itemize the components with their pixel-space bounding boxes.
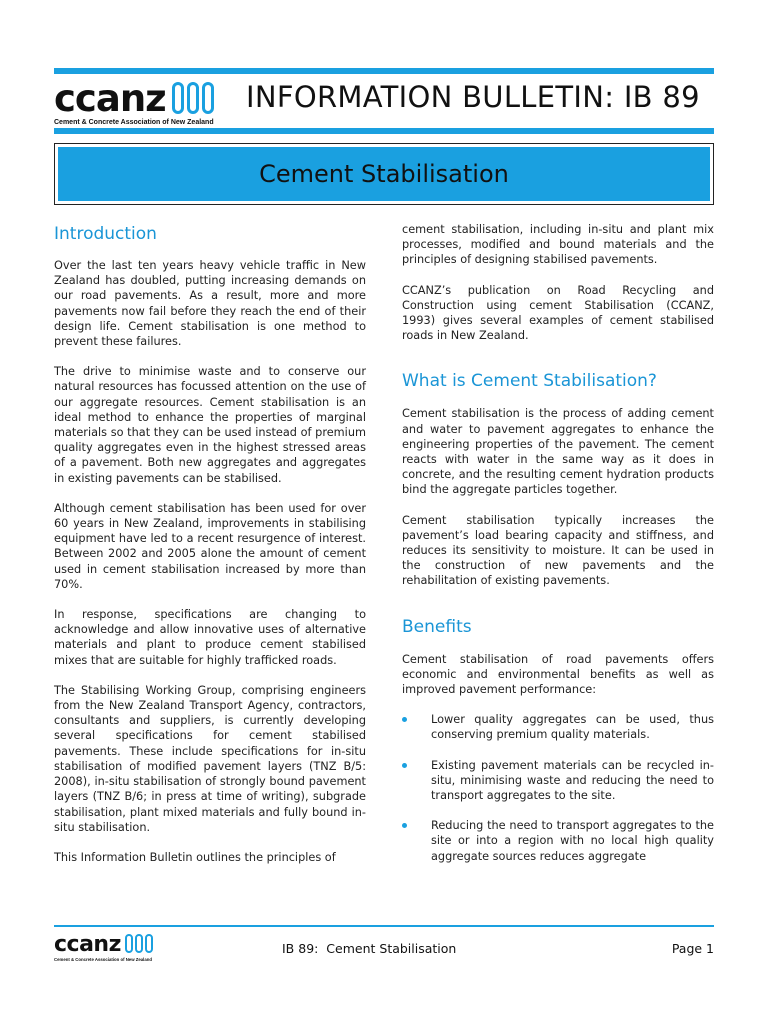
list-item-text: Reducing the need to transport aggregates to the site or into a region with no local high quality aggregate sources reduces aggregate (431, 819, 714, 863)
bullet-icon (402, 763, 407, 768)
footer-logo-bars-icon (125, 934, 153, 953)
paragraph: Although cement stabilisation has been used for over 60 years in New Zealand, improvements in stabilising equipment have led to a recent resurgence of interest. Between 2002 and 2005 alone the amount of cement used in cement stabilisation increased by more than 70%. (54, 501, 366, 591)
list-item-text: Lower quality aggregates can be used, thus conserving premium quality materials. (431, 713, 714, 742)
paragraph: Cement stabilisation of road pavements offers economic and environmental benefits as well as improved pavement performance: (402, 652, 714, 697)
paragraph: cement stabilisation, including in-situ and plant mix processes, modified and bound materials and the principles of designing stabilised pavements. (402, 223, 714, 267)
list-item (402, 818, 714, 864)
bullet-icon (402, 823, 407, 828)
left-column (54, 220, 366, 865)
paragraph: In response, specifications are changing to acknowledge and allow innovative uses of alternative materials and plant to produce cement stabilised mixes that are suitable for highly trafficked roads. (54, 608, 366, 667)
right-column (402, 222, 714, 864)
list-item (402, 758, 714, 804)
footer-title: IB 89: Cement Stabilisation (282, 941, 457, 956)
footer-logo-wordmark: ccanz (54, 932, 121, 957)
heading-benefits: Benefits (402, 616, 472, 637)
page-number: Page 1 (671, 941, 714, 956)
paragraph: Over the last ten years heavy vehicle traffic in New Zealand has doubled, putting increasing demands on our road pavements. As a result, more and more pavements now fail before they reach the end of their design life. Cement stabilisation is one method to prevent these failures. (54, 259, 366, 349)
header-top-rule (54, 68, 714, 74)
logo-tagline: Cement & Concrete Association of New Zealand (54, 119, 214, 126)
footer-ccanz-logo (54, 934, 153, 962)
paragraph: CCANZ’s publication on Road Recycling and Construction using cement Stabilisation (CCANZ, 1993) gives several examples of cement stabilised roads in New Zealand. (402, 283, 714, 343)
paragraph: The Stabilising Working Group, comprising engineers from the New Zealand Transport Agency, contractors, consultants and suppliers, is currently developing several specifications for cement stabilised pavements. These include specifications for in-situ stabilisation of modified pavement layers (TNZ B/5: 2008), in-situ stabilisation of strongly bound pavement layers (TNZ B/6; in press at time of writing), subgrade stabilisation, plant mixed materials and fully bound in-situ stabilisation. (54, 683, 366, 834)
title-banner (54, 143, 714, 205)
paragraph: The drive to minimise waste and to conserve our natural resources has focussed attention on the use of our aggregate resources. Cement stabilisation is an ideal method to enhance the properties of marginal materials so that they can be used instead of premium quality aggregates even in the highest stressed areas of a pavement. Both new aggregates and aggregates in existing pavements can be stabilised. (54, 365, 366, 485)
banner-title: Cement Stabilisation (58, 147, 710, 201)
header-bottom-rule (54, 128, 714, 134)
paragraph: Cement stabilisation typically increases the pavement’s load bearing capacity and stiffness, and reduces its sensitivity to moisture. It can be used in the construction of new pavements and the rehabilitation of existing pavements. (402, 513, 714, 588)
ccanz-logo (54, 77, 214, 126)
list-item (402, 712, 714, 742)
heading-introduction: Introduction (54, 224, 157, 244)
list-item-text: Existing pavement materials can be recycled in-situ, minimising waste and reducing the need to transport aggregates to the site. (431, 758, 714, 803)
benefits-list (402, 712, 714, 864)
footer-rule (54, 925, 714, 927)
footer-logo-tagline: Cement & Concrete Association of New Zealand (54, 957, 152, 962)
paragraph: This Information Bulletin outlines the principles of (54, 850, 336, 864)
paragraph: Cement stabilisation is the process of adding cement and water to pavement aggregates to enhance the engineering properties of the pavement. The cement reacts with water in the same way as it does in concrete, and the resulting cement hydration products bind the aggregate particles together. (402, 407, 714, 497)
bulletin-title: INFORMATION BULLETIN: IB 89 (246, 80, 700, 114)
heading-what-is-cement-stabilisation: What is Cement Stabilisation? (402, 371, 657, 392)
bullet-icon (402, 717, 407, 722)
logo-wordmark: ccanz (54, 77, 166, 120)
logo-bars-icon (172, 82, 214, 114)
